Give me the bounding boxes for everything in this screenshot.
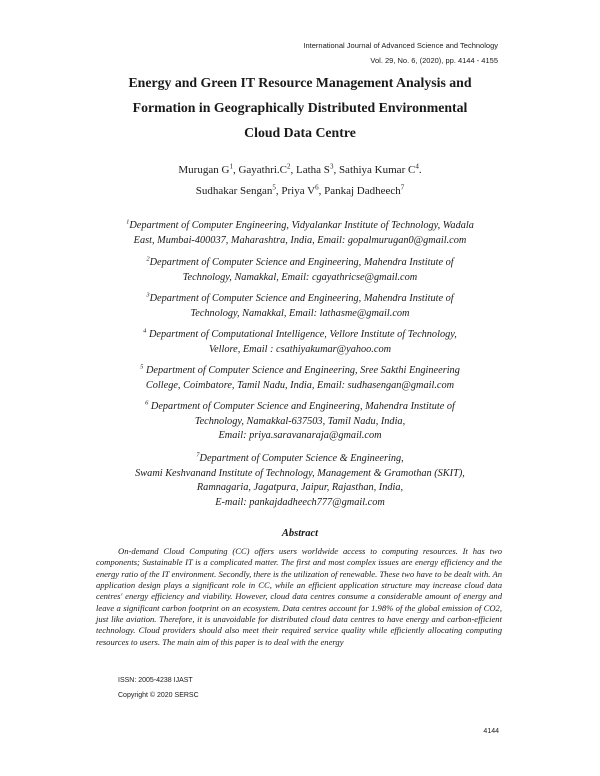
copyright-text: Copyright © 2020 SERSC [118, 692, 199, 699]
affiliation-line: Swami Keshvanand Institute of Technology, Management & Gramothan (SKIT), [135, 467, 465, 479]
journal-header [303, 38, 498, 68]
affiliation-line: Vellore, Email : csathiyakumar@yahoo.com [208, 343, 392, 355]
abstract-body [96, 546, 502, 648]
affiliation-2 [60, 256, 540, 285]
affiliation-line: Technology, Namakkal, Email: cgayathricse@gmail.com [182, 271, 418, 283]
affiliation-line [60, 219, 540, 234]
author-line-1 [60, 160, 540, 181]
affiliation-line: College, Coimbatore, Tamil Nadu, India, Email: sudhasengan@gmail.com [145, 379, 455, 391]
affiliation-sup: 6 [145, 399, 149, 407]
author-name: Murugan G [178, 164, 230, 176]
affiliation-sup: 1 [126, 218, 130, 226]
affiliation-line [60, 452, 540, 467]
issn-text: ISSN: 2005-4238 IJAST [118, 677, 193, 684]
author-sup: 2 [287, 162, 291, 171]
affiliation-6 [60, 400, 540, 444]
author-separator: , [318, 185, 325, 197]
journal-volume: Vol. 29, No. 6, (2020), pp. 4144 - 4155 [370, 56, 498, 65]
affiliation-sup: 3 [146, 291, 150, 299]
affiliation-5 [60, 364, 540, 393]
affiliation-line: Ramnagaria, Jagatpura, Jaipur, Rajasthan, India, [196, 482, 404, 493]
author-sup: 4 [415, 162, 419, 171]
affiliation-line [60, 364, 540, 379]
affiliation-line: E-mail: pankajdadheech777@gmail.com [215, 496, 385, 508]
author-name: Priya V [281, 185, 316, 197]
author-name: Sudhakar Sengan [195, 185, 273, 197]
affiliation-sup: 7 [196, 451, 200, 459]
author-sup: 5 [272, 183, 276, 192]
affiliation-text: Department of Computer Science and Engineering, Mahendra Institute of [149, 257, 454, 268]
affiliation-line [60, 256, 540, 271]
affiliation-line: Technology, Namakkal-637503, Tamil Nadu, India, [194, 415, 406, 427]
affiliation-sup: 4 [143, 327, 147, 335]
title-line-1: Energy and Green IT Resource Management Analysis and [128, 75, 472, 90]
affiliation-text: Department of Computer Science and Engineering, Sree Sakthi Engineering [145, 365, 460, 376]
author-separator: , [275, 185, 282, 197]
affiliation-text: Department of Computer Science and Engineering, Mahendra Institute of [150, 401, 455, 412]
page-number: 4144 [483, 728, 499, 735]
affiliation-line: Technology, Namakkal, Email: lathasme@gmail.com [190, 307, 410, 319]
author-sup: 7 [400, 183, 405, 192]
author-name: Latha S [296, 164, 330, 176]
journal-name: International Journal of Advanced Science and Technology [303, 41, 498, 50]
author-separator: , [290, 164, 297, 176]
affiliation-1 [60, 219, 540, 248]
author-line-2 [60, 181, 540, 202]
author-separator: , [333, 164, 339, 176]
affiliation-line: East, Mumbai-400037, Maharashtra, India, Email: gopalmurugan0@gmail.com [133, 234, 467, 246]
abstract-text: On-demand Cloud Computing (CC) offers users worldwide access to computing resources. It has two components; Sustainable IT is a complicated matter. The first and most complex issues are energy efficiency and the energy ratio of the IT environment. Secondly, there is the utilization of renewable. These two have to be dealt with. An application design plays a significant role in CC, while an efficient application structure may increase cloud data centres' energy efficiency and viability. However, cloud data centres consume a considerable amount of energy and leave a significant carbon footprint on an ecosystem. Data centres account for 1.98% of the global emission of CO2, just like aviation. Therefore, it is unavoidable for distributed cloud data centres to have energy and carbon-efficient technology. Cloud providers should also meet their required service quality while efficiently allocating computing resources to users. The main aim of this paper is to deal with the energy [96, 546, 502, 647]
author-name: Pankaj Dadheech [324, 185, 401, 197]
affiliation-line [60, 292, 540, 307]
author-separator: , [232, 164, 239, 176]
affiliation-line: Email: priya.saravanaraja@gmail.com [218, 430, 382, 441]
affiliation-text: Department of Computational Intelligence, Vellore Institute of Technology, [149, 329, 457, 340]
title-line-3: Cloud Data Centre [244, 125, 356, 140]
affiliation-line [60, 328, 540, 343]
author-name: Gayathri.C [238, 164, 288, 176]
affiliation-text: Department of Computer Engineering, Vidyalankar Institute of Technology, Wadala [129, 220, 474, 231]
author-separator: . [418, 164, 422, 176]
affiliation-3 [60, 292, 540, 321]
page-footer [118, 673, 199, 703]
author-list [60, 160, 540, 202]
abstract-heading: Abstract [281, 528, 319, 539]
affiliation-7 [60, 452, 540, 510]
affiliation-sup: 5 [140, 363, 144, 371]
affiliation-sup: 2 [146, 255, 150, 263]
author-sup: 6 [315, 183, 319, 192]
affiliation-line [60, 400, 540, 415]
affiliation-text: Department of Computer Science and Engineering, Mahendra Institute of [149, 293, 454, 304]
author-name: Sathiya Kumar C [338, 164, 416, 176]
paper-title [60, 70, 540, 145]
author-sup: 1 [229, 162, 233, 171]
title-line-2: Formation in Geographically Distributed Environmental [132, 100, 468, 115]
affiliation-4 [60, 328, 540, 357]
affiliation-text: Department of Computer Science & Engineering, [199, 453, 404, 464]
author-sup: 3 [329, 162, 334, 171]
